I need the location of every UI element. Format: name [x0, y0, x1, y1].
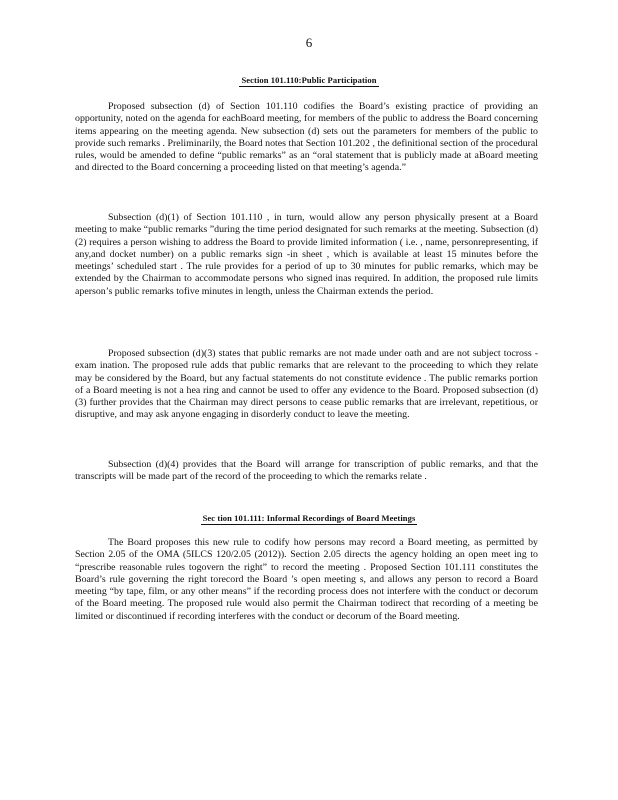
- section-heading-text: Sec tion 101.111: Informal Recordings of Board Meetings: [202, 513, 416, 523]
- page-number: 6: [305, 35, 313, 50]
- paragraph-subsection-d1-d2: Subsection (d)(1) of Section 101.110 , in turn, would allow any person physically present at a Board meeting to make “public remarks ”during the time period designated for such remarks at the meeting. Subsection (d)(2) requires a person wishing to address the Board to provide limited information ( i.e. , name, personrepresenting, if any,and docket number) on a public remarks sign -in sheet , which is available at least 15 minutes before the meetings’ scheduled start . The rule provides for a period of up to 30 minutes for public remarks, which may be extended by the Chairman to accommodate persons who signed inas required. In addition, the proposed rule limits aperson’s public remarks tofive minutes in length, unless the Chairman extends the period.: [75, 212, 538, 297]
- section-heading-101-111: [0, 513, 618, 525]
- paragraph-subsection-d: Proposed subsection (d) of Section 101.110 codifies the Board’s existing practice of providing an opportunity, noted on the agenda for eachBoard meeting, for members of the public to address the Board concerning items appearing on the meeting agenda. New subsection (d) sets out the parameters for members of the public to provide such remarks . Preliminarily, the Board notes that Section 101.202 , the definitional section of the procedural rules, would be amended to define “public remarks” as an “oral statement that is publicly made at aBoard meeting and directed to the Board concerning a proceeding listed on that meeting’s agenda.”: [75, 101, 538, 174]
- section-heading-101-110: [0, 75, 618, 87]
- paragraph-subsection-d4: Subsection (d)(4) provides that the Board will arrange for transcription of public remarks, and that the transcripts will be made part of the record of the proceeding to which the remarks relate .: [75, 459, 538, 483]
- section-heading-text: Section 101.110:Public Participation: [241, 75, 377, 85]
- paragraph-informal-recordings: The Board proposes this new rule to codify how persons may record a Board meeting, as permitted by Section 2.05 of the OMA (5ILCS 120/2.05 (2012)). Section 2.05 directs the agency holding an open meet ing to “prescribe reasonable rules togovern the right” to record the meeting . Proposed Section 101.111 constitutes the Board’s rule governing the right torecord the Board ’s open meeting s, and allows any person to record a Board meeting “by tape, film, or any other means” if the recording process does not interfere with the conduct or decorum of the Board meeting. The proposed rule would also permit the Chairman todirect that recording of a meeting be limited or discontinued if recording interferes with the conduct or decorum of the Board meeting.: [75, 537, 538, 622]
- paragraph-subsection-d3: Proposed subsection (d)(3) states that public remarks are not made under oath and are not subject tocross - exam ination. The proposed rule adds that public remarks that are relevant to the proceeding to which they relate may be considered by the Board, but any factual statements do not constitute evidence . The public remarks portion of a Board meeting is not a hea ring and cannot be used to offer any evidence to the Board. Proposed subsection (d)(3) further provides that the Chairman may direct persons to cease public remarks that are irrelevant, repetitious, or disruptive, and may ask anyone engaging in disorderly conduct to leave the meeting.: [75, 348, 538, 421]
